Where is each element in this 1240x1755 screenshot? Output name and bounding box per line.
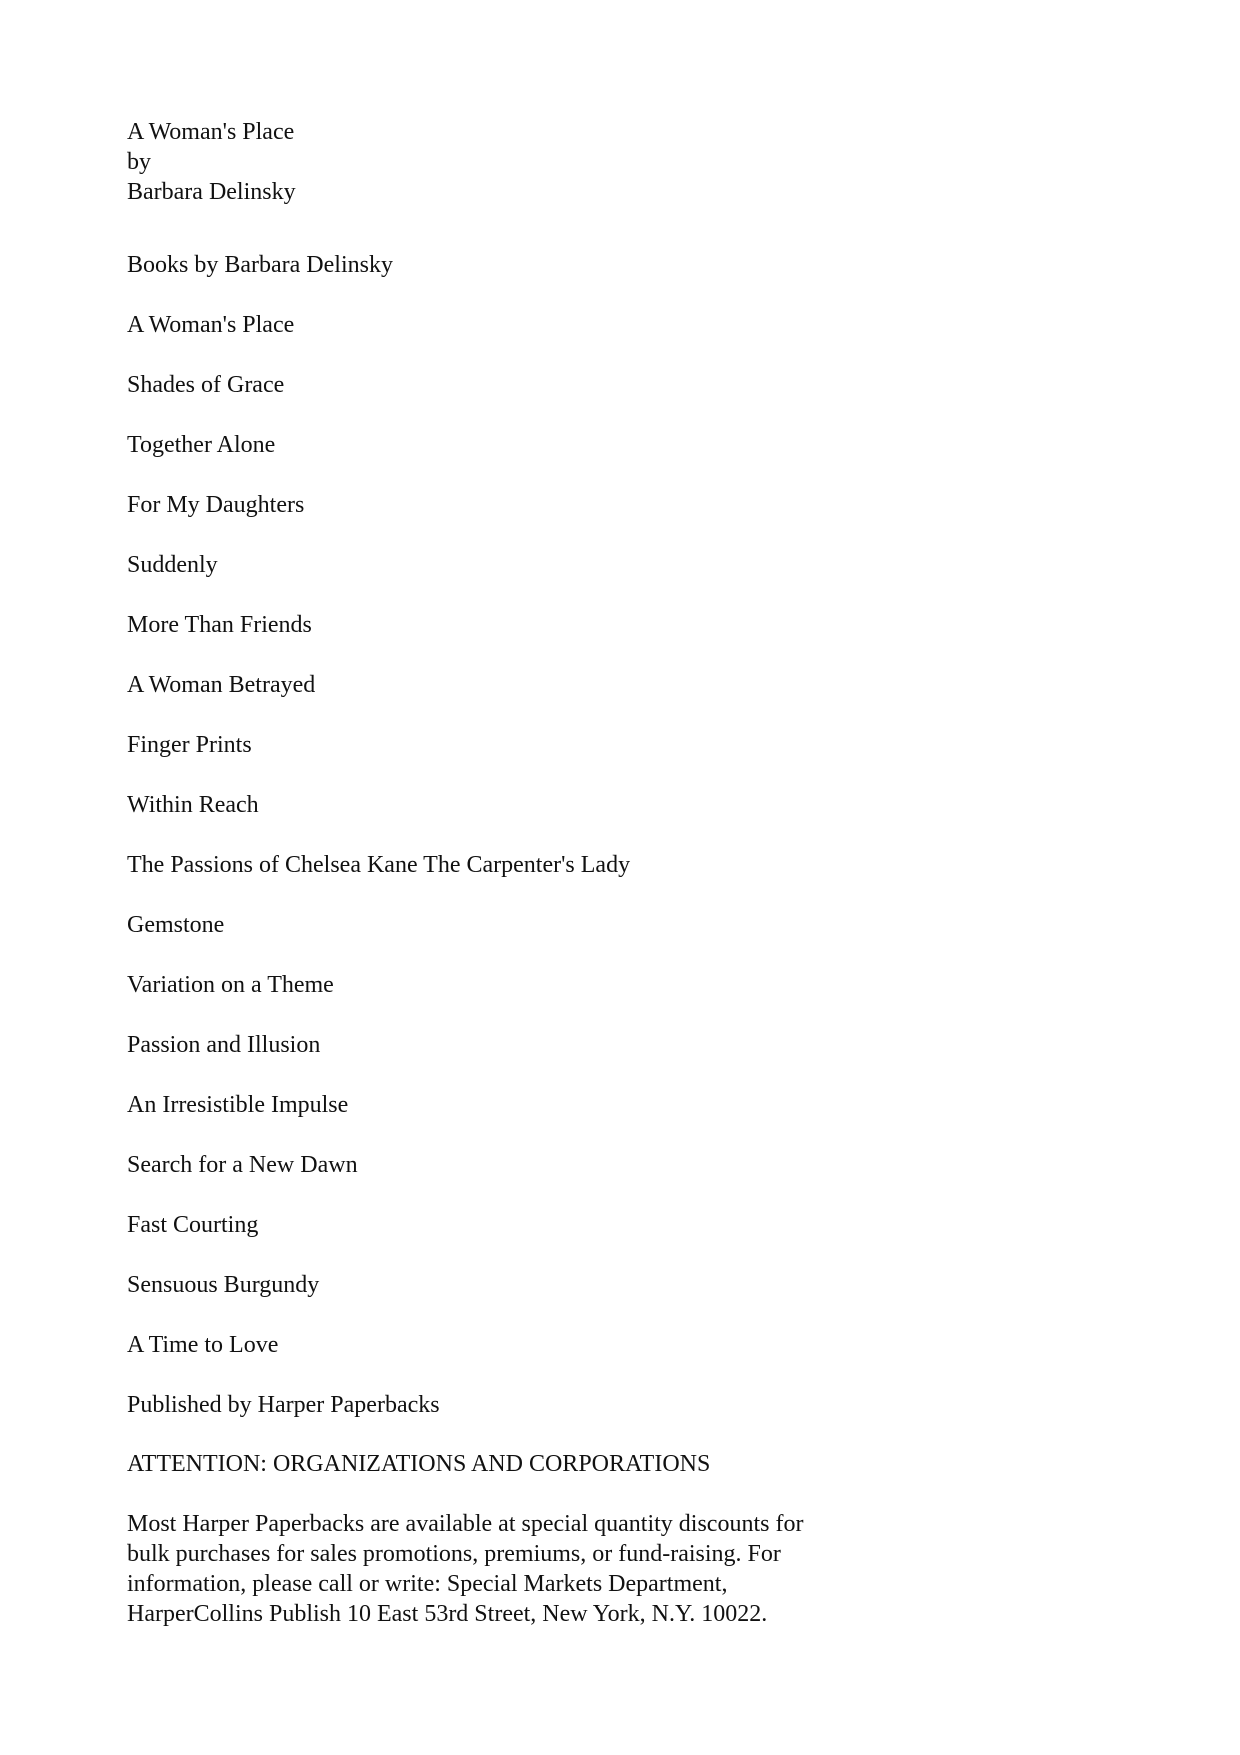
document-page xyxy=(127,117,1127,1629)
book-list xyxy=(127,310,1127,1360)
book-list-item: Variation on a Theme xyxy=(127,972,334,998)
book-list-item: Together Alone xyxy=(127,432,276,458)
book-list-item: Shades of Grace xyxy=(127,372,285,398)
by-line: by xyxy=(127,149,151,175)
book-list-item: For My Daughters xyxy=(127,492,305,518)
book-list-item: Within Reach xyxy=(127,792,259,818)
book-list-item: Gemstone xyxy=(127,912,225,938)
book-list-item: A Woman's Place xyxy=(127,312,295,338)
author-name: Barbara Delinsky xyxy=(127,179,296,205)
attention-heading: ATTENTION: ORGANIZATIONS AND CORPORATIONS xyxy=(127,1451,711,1477)
book-list-item: Finger Prints xyxy=(127,732,252,758)
special-markets-notice: Most Harper Paperbacks are available at special quantity discounts for bulk purchases for sales promotions, premiums, or fund-raising. For information, please call or write: Special Markets Department, HarperCollins Publish 10 East 53rd Street, New York, N.Y. 10022. xyxy=(127,1511,804,1627)
book-list-item: Suddenly xyxy=(127,552,218,578)
publisher-line: Published by Harper Paperbacks xyxy=(127,1392,440,1418)
book-list-item: Search for a New Dawn xyxy=(127,1152,358,1178)
book-list-item: Fast Courting xyxy=(127,1212,259,1238)
book-list-item: A Woman Betrayed xyxy=(127,672,316,698)
books-by-heading: Books by Barbara Delinsky xyxy=(127,252,393,278)
book-title: A Woman's Place xyxy=(127,119,295,145)
title-block xyxy=(127,117,1127,207)
book-list-item: Passion and Illusion xyxy=(127,1032,321,1058)
book-list-item: A Time to Love xyxy=(127,1332,279,1358)
book-list-item: More Than Friends xyxy=(127,612,312,638)
book-list-item: An Irresistible Impulse xyxy=(127,1092,349,1118)
book-list-item: The Passions of Chelsea Kane The Carpenter's Lady xyxy=(127,852,631,878)
book-list-item: Sensuous Burgundy xyxy=(127,1272,320,1298)
